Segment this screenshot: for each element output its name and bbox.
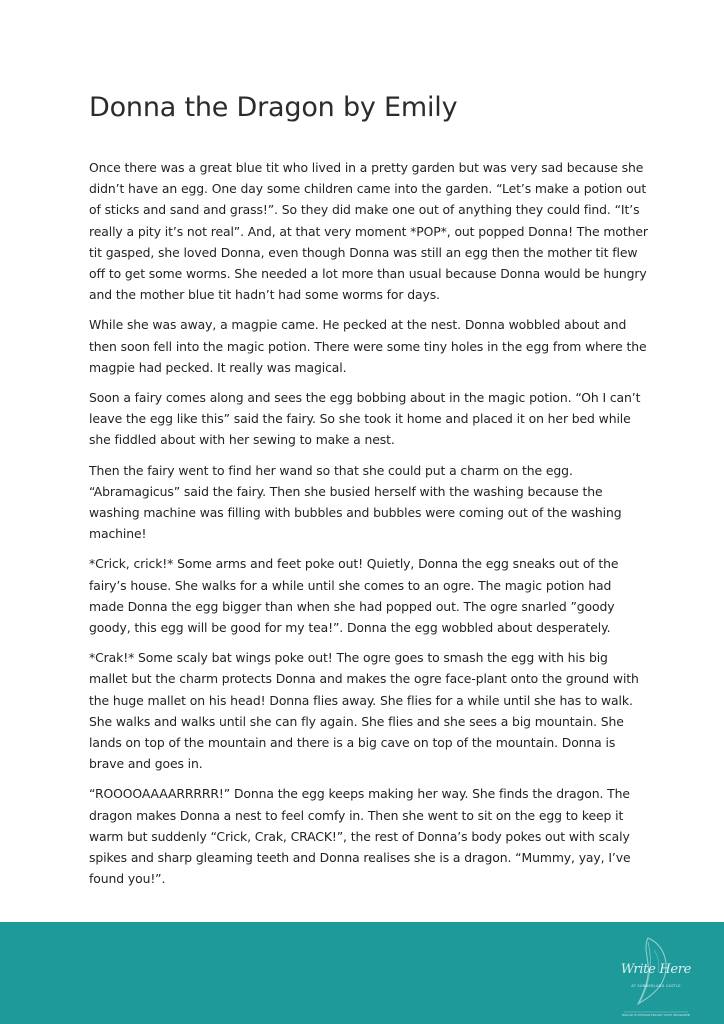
story-paragraph: “ROOOOAAAARRRRR!” Donna the egg keeps making her way. She finds the dragon. The dragon makes Donna a nest to feel comfy in. Then she went to sit on the egg to keep it warm but suddenly “Crick, Crak, CRACK!”, the rest of Donna’s body pokes out with scaly spikes and sharp gleaming teeth and Donna realises she is a dragon. “Mummy, yay, I’ve found you!”. xyxy=(89,786,631,887)
story-paragraph: *Crak!* Some scaly bat wings poke out! The ogre goes to smash the egg with his big mallet but the charm protects Donna and makes the ogre face-plant onto the ground with the huge mallet on his head! Donna flies away. She flies for a while until she has to walk. She walks and walks until she can fly again. She flies and she sees a big mountain. She lands on top of the mountain and there is a big cave on top of the mountain. Donna is brave and goes in. xyxy=(89,650,639,772)
document-title: Donna the Dragon by Emily xyxy=(89,92,458,123)
story-body xyxy=(89,157,649,899)
story-paragraph: *Crick, crick!* Some arms and feet poke out! Quietly, Donna the egg sneaks out of the fairy’s house. She walks for a while until she comes to an ogre. The magic potion had made Donna the egg bigger than when she had popped out. The ogre snarled ”goody goody, this egg will be good for my tea!”. Donna the egg wobbled about desperately. xyxy=(89,556,619,636)
story-paragraph: Soon a fairy comes along and sees the egg bobbing about in the magic potion. “Oh I can’t leave the egg like this” said the fairy. So she took it home and placed it on her bed while she fiddled about with her sewing to make a nest. xyxy=(89,390,641,448)
story-paragraph: While she was away, a magpie came. He pecked at the nest. Donna wobbled about and then soon fell into the magic potion. There were some tiny holes in the egg from where the magpie had pecked. It really was magical. xyxy=(89,317,647,375)
logo-script-text: Write Here xyxy=(620,962,692,977)
story-paragraph: Then the fairy went to find her wand so that she could put a charm on the egg. “Abramagicus” said the fairy. Then she busied herself with the washing because the washing machine was filling with bubbles and bubbles were coming out of the washing machine! xyxy=(89,462,622,542)
logo-foot-text: ENGLISH IS HERITAGE ENGLISH YOUTH PROGRAMME xyxy=(621,1014,691,1017)
footer-band xyxy=(0,922,724,1024)
story-paragraph: Once there was a great blue tit who lived in a pretty garden but was very sad because she didn’t have an egg. One day some children came into the garden. “Let’s make a potion out of sticks and sand and grass!”. So they did make one out of anything they could find. “It’s really a pity it’s not real”. And, at that very moment *POP*, out popped Donna! The mother tit gasped, she loved Donna, even though Donna was still an egg then the mother tit flew off to get some worms. She needed a lot more than usual because Donna would be hungry and the mother blue tit hadn’t had some worms for days. xyxy=(89,160,648,303)
logo-subtitle: AT SUNDERLAND CASTLE xyxy=(631,984,681,988)
write-here-logo xyxy=(618,934,694,1020)
quill-feather-icon xyxy=(618,934,694,1020)
